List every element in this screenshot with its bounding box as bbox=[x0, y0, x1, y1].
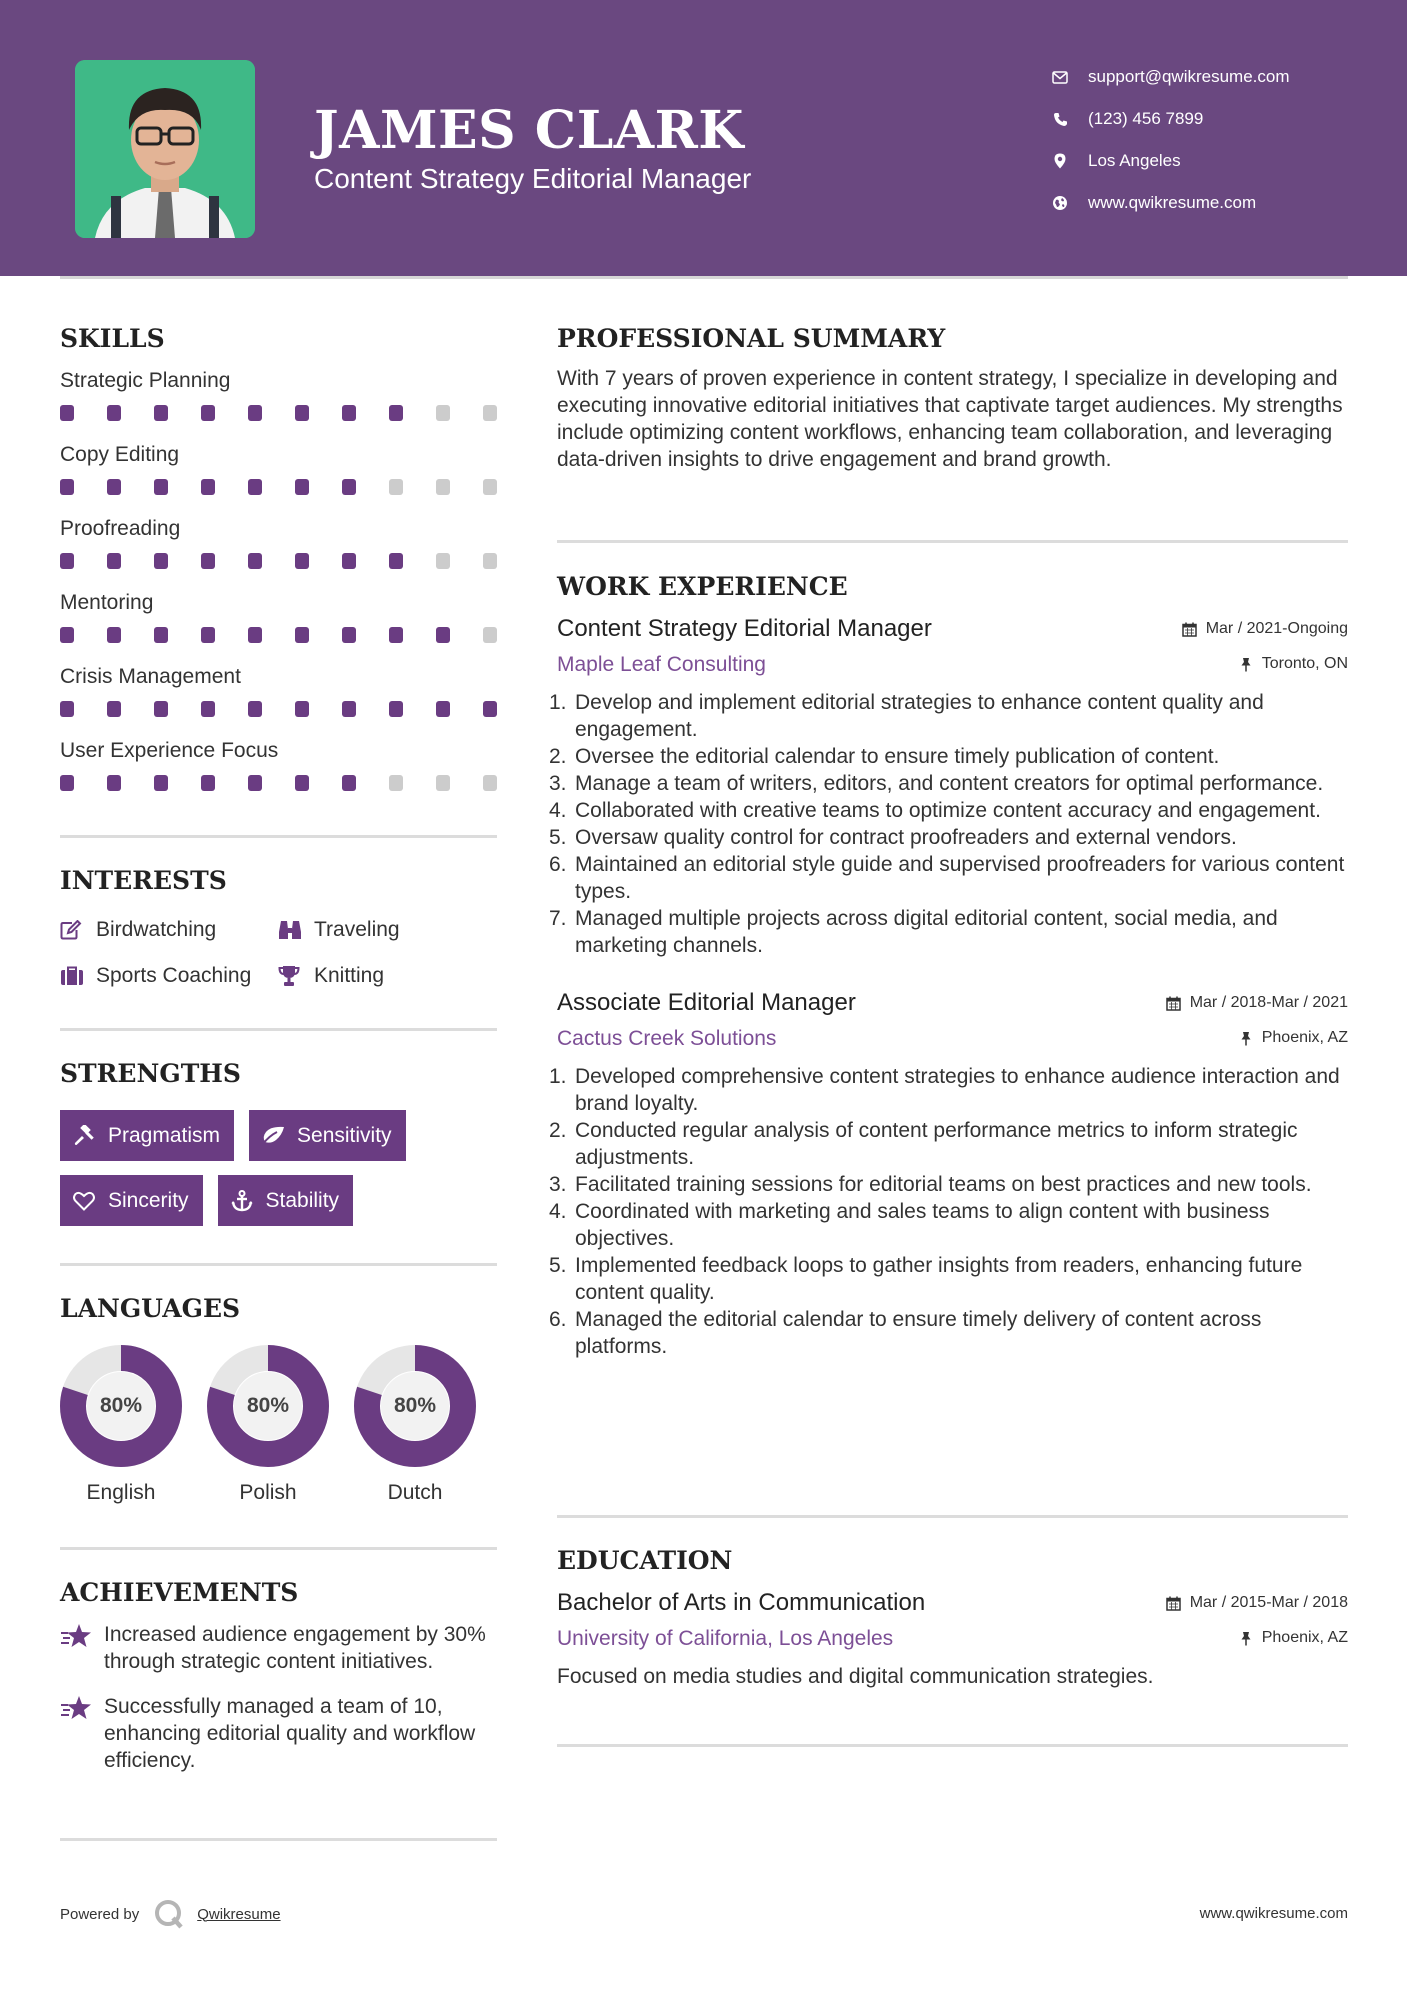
job-bullet: 6. Maintained an editorial style guide and supervised proofreaders for various content types. bbox=[549, 853, 1345, 903]
section-divider bbox=[557, 540, 1348, 543]
skill-dot-filled bbox=[342, 627, 356, 643]
globe-icon bbox=[1050, 193, 1070, 213]
language-progress-ring bbox=[60, 1345, 182, 1467]
skill-level-dots bbox=[60, 401, 497, 441]
skill-dot-empty bbox=[483, 627, 497, 643]
strength-tag bbox=[218, 1175, 354, 1226]
pushpin-icon bbox=[1238, 1030, 1254, 1046]
job-bullet: 2. Conducted regular analysis of content performance metrics to inform strategic adjustments. bbox=[549, 1119, 1298, 1169]
skill-level-dots bbox=[60, 623, 497, 663]
interests-list bbox=[60, 917, 497, 989]
heart-icon bbox=[72, 1189, 96, 1213]
skill-dot-filled bbox=[154, 701, 168, 717]
section-divider bbox=[557, 1515, 1348, 1518]
contact-website[interactable] bbox=[1050, 182, 1290, 224]
pushpin-icon bbox=[1238, 656, 1254, 672]
skill-dot-filled bbox=[389, 627, 403, 643]
education-location bbox=[1238, 1629, 1348, 1647]
skill-name: Strategic Planning bbox=[60, 369, 231, 392]
anchor-icon bbox=[230, 1189, 254, 1213]
job-bullet: 4. Coordinated with marketing and sales teams to align content with business objectives. bbox=[549, 1200, 1270, 1250]
job-bullet: 5. Implemented feedback loops to gather insights from readers, enhancing future content quality. bbox=[549, 1254, 1303, 1304]
achievement-text: Successfully managed a team of 10, enhancing editorial quality and workflow efficiency. bbox=[104, 1695, 476, 1772]
language-item bbox=[207, 1345, 329, 1505]
job-bullet: 5. Oversaw quality control for contract proofreaders and external vendors. bbox=[549, 826, 1237, 849]
job-location bbox=[1238, 655, 1348, 673]
strengths-list bbox=[60, 1110, 480, 1226]
skill-dot-filled bbox=[60, 775, 74, 791]
interest-label: Knitting bbox=[314, 964, 385, 987]
achievement-text: Increased audience engagement by 30% through strategic content initiatives. bbox=[104, 1623, 486, 1673]
skill-dot-filled bbox=[154, 405, 168, 421]
skill-dot-filled bbox=[295, 405, 309, 421]
job-title: Content Strategy Editorial Manager bbox=[557, 615, 932, 642]
star-icon bbox=[60, 1693, 92, 1723]
education-degree: Bachelor of Arts in Communication bbox=[557, 1589, 926, 1616]
skill-dot-filled bbox=[248, 627, 262, 643]
section-divider bbox=[60, 1028, 497, 1031]
skill-name: Mentoring bbox=[60, 591, 154, 614]
job-dates bbox=[1166, 994, 1348, 1012]
skill-dot-filled bbox=[107, 775, 121, 791]
job-bullet: 2. Oversee the editorial calendar to ensure timely publication of content. bbox=[549, 745, 1220, 768]
skill-dot-empty bbox=[483, 775, 497, 791]
header-divider bbox=[60, 276, 1348, 279]
summary-text: With 7 years of proven experience in content strategy, I specialize in developing and executing innovative editorial initiatives that captivate target audiences. My strengths include optimizing content workflows, enhancing team collaboration, and leveraging data-driven insights to drive engagement and brand growth. bbox=[557, 367, 1343, 471]
skill-dot-empty bbox=[483, 479, 497, 495]
contact-phone-text: (123) 456 7899 bbox=[1088, 109, 1204, 128]
pushpin-icon bbox=[1238, 1630, 1254, 1646]
job-bullets bbox=[549, 689, 1348, 959]
languages-heading: LANGUAGES bbox=[60, 1294, 241, 1323]
language-percent: 80% bbox=[99, 1394, 143, 1417]
skill-dot-filled bbox=[60, 479, 74, 495]
skill-dot-filled bbox=[389, 553, 403, 569]
skill-dot-filled bbox=[107, 405, 121, 421]
education-dates bbox=[1166, 1594, 1348, 1612]
skill-dot-filled bbox=[201, 553, 215, 569]
job-bullet: 1. Developed comprehensive content strategies to enhance audience interaction and brand loyalty. bbox=[549, 1065, 1340, 1115]
language-percent: 80% bbox=[246, 1394, 290, 1417]
job-dates bbox=[1182, 620, 1348, 638]
language-name: English bbox=[86, 1481, 156, 1504]
job-location-text: Toronto, ON bbox=[1261, 655, 1348, 672]
calendar-icon bbox=[1166, 1595, 1182, 1611]
briefcase-icon bbox=[60, 964, 84, 988]
skill-dot-filled bbox=[201, 479, 215, 495]
skill-dot-filled bbox=[342, 553, 356, 569]
qwikresume-link[interactable]: Qwikresume bbox=[197, 1905, 281, 1923]
job-bullet: 7. Managed multiple projects across digital editorial content, social media, and marketing channels. bbox=[549, 907, 1278, 957]
strength-label: Stability bbox=[265, 1188, 340, 1212]
strength-tag bbox=[60, 1175, 203, 1226]
skill-dot-empty bbox=[436, 405, 450, 421]
education-description: Focused on media studies and digital communication strategies. bbox=[557, 1665, 1154, 1688]
job-bullet: 6. Managed the editorial calendar to ensure timely delivery of content across platforms. bbox=[549, 1308, 1262, 1358]
languages-section bbox=[60, 1294, 497, 1505]
skill-dot-filled bbox=[107, 627, 121, 643]
trophy-icon bbox=[278, 964, 302, 988]
language-name: Polish bbox=[239, 1481, 297, 1504]
skill-dot-filled bbox=[107, 701, 121, 717]
achievement-item bbox=[60, 1693, 497, 1774]
job-location bbox=[1238, 1029, 1348, 1047]
contact-location-text: Los Angeles bbox=[1088, 151, 1181, 170]
language-progress-ring bbox=[354, 1345, 476, 1467]
strength-label: Sensitivity bbox=[297, 1123, 392, 1147]
strength-label: Pragmatism bbox=[108, 1123, 221, 1147]
contact-email-text: support@qwikresume.com bbox=[1088, 67, 1290, 86]
skill-dot-filled bbox=[248, 701, 262, 717]
education-location-text: Phoenix, AZ bbox=[1261, 1629, 1348, 1646]
job-title: Associate Editorial Manager bbox=[557, 989, 856, 1016]
education-dates-text: Mar / 2015-Mar / 2018 bbox=[1189, 1594, 1348, 1611]
skill-dot-filled bbox=[154, 479, 168, 495]
contact-list bbox=[1050, 56, 1290, 224]
footer-url[interactable]: www.qwikresume.com bbox=[1199, 1905, 1348, 1922]
envelope-icon bbox=[1050, 67, 1070, 87]
contact-website-text: www.qwikresume.com bbox=[1088, 193, 1257, 212]
skill-dot-filled bbox=[248, 479, 262, 495]
candidate-title: Content Strategy Editorial Manager bbox=[314, 163, 752, 194]
skill-name: User Experience Focus bbox=[60, 739, 279, 762]
strengths-section bbox=[60, 1059, 497, 1226]
skill-dot-filled bbox=[342, 701, 356, 717]
skills-heading: SKILLS bbox=[60, 324, 165, 353]
binoculars-icon bbox=[278, 918, 302, 942]
job-bullet: 3. Manage a team of writers, editors, and content creators for optimal performance. bbox=[549, 772, 1324, 795]
profile-photo bbox=[75, 60, 255, 238]
section-divider bbox=[60, 1547, 497, 1550]
job-location-text: Phoenix, AZ bbox=[1261, 1029, 1348, 1046]
skill-dot-filled bbox=[60, 405, 74, 421]
skill-dot-filled bbox=[342, 775, 356, 791]
skill-dot-empty bbox=[483, 553, 497, 569]
skill-dot-filled bbox=[295, 701, 309, 717]
summary-heading: PROFESSIONAL SUMMARY bbox=[557, 324, 946, 353]
section-divider bbox=[60, 835, 497, 838]
candidate-name: JAMES CLARK bbox=[314, 100, 745, 161]
map-pin-icon bbox=[1050, 151, 1070, 171]
contact-phone[interactable] bbox=[1050, 98, 1290, 140]
skill-dot-empty bbox=[436, 553, 450, 569]
skill-dot-filled bbox=[436, 627, 450, 643]
contact-email[interactable] bbox=[1050, 56, 1290, 98]
skill-dot-filled bbox=[154, 553, 168, 569]
interest-label: Sports Coaching bbox=[96, 964, 252, 987]
skills-list bbox=[60, 367, 497, 811]
interest-item bbox=[278, 917, 478, 943]
pencil-square-icon bbox=[60, 918, 84, 942]
strength-label: Sincerity bbox=[108, 1188, 189, 1212]
skill-dot-empty bbox=[483, 405, 497, 421]
skill-dot-filled bbox=[201, 405, 215, 421]
strength-tag bbox=[249, 1110, 406, 1161]
powered-by-text: Powered by bbox=[60, 1905, 140, 1923]
education-heading: EDUCATION bbox=[557, 1546, 733, 1575]
language-item bbox=[354, 1345, 476, 1505]
skill-dot-empty bbox=[389, 479, 403, 495]
skill-level-dots bbox=[60, 697, 497, 737]
gavel-icon bbox=[72, 1124, 96, 1148]
education-entry bbox=[557, 1585, 1348, 1690]
job-bullet: 4. Collaborated with creative teams to optimize content accuracy and engagement. bbox=[549, 799, 1321, 822]
skill-dot-filled bbox=[107, 479, 121, 495]
skill-level-dots bbox=[60, 475, 497, 515]
skill-dot-filled bbox=[154, 627, 168, 643]
skill-dot-filled bbox=[201, 627, 215, 643]
skill-level-dots bbox=[60, 549, 497, 589]
job-entry bbox=[549, 611, 1348, 959]
interest-item bbox=[60, 917, 278, 943]
languages-list bbox=[60, 1345, 497, 1505]
skill-dot-filled bbox=[295, 775, 309, 791]
education-section bbox=[557, 1546, 1348, 1690]
section-divider bbox=[60, 1838, 497, 1841]
skill-dot-filled bbox=[60, 701, 74, 717]
calendar-icon bbox=[1166, 995, 1182, 1011]
calendar-icon bbox=[1182, 621, 1198, 637]
interest-item bbox=[278, 963, 478, 989]
skill-dot-filled bbox=[342, 479, 356, 495]
job-bullet: 3. Facilitated training sessions for editorial teams on best practices and new tools. bbox=[549, 1173, 1312, 1196]
achievements-heading: ACHIEVEMENTS bbox=[60, 1578, 299, 1607]
interest-label: Birdwatching bbox=[96, 918, 217, 941]
skill-dot-filled bbox=[201, 775, 215, 791]
job-bullet: 1. Develop and implement editorial strategies to enhance content quality and engagement. bbox=[549, 691, 1264, 741]
skill-dot-filled bbox=[248, 553, 262, 569]
strengths-heading: STRENGTHS bbox=[60, 1059, 241, 1088]
qwikresume-logo-icon bbox=[153, 1898, 185, 1930]
job-dates-text: Mar / 2021-Ongoing bbox=[1205, 620, 1348, 637]
job-entry bbox=[549, 985, 1348, 1360]
section-divider bbox=[60, 1263, 497, 1266]
experience-section bbox=[549, 572, 1348, 1360]
skill-dot-filled bbox=[389, 405, 403, 421]
skill-name: Copy Editing bbox=[60, 443, 180, 466]
skill-level-dots bbox=[60, 771, 497, 811]
skill-dot-filled bbox=[248, 405, 262, 421]
skill-dot-filled bbox=[60, 553, 74, 569]
skill-dot-filled bbox=[483, 701, 497, 717]
achievements-section bbox=[60, 1578, 497, 1774]
skill-dot-empty bbox=[389, 775, 403, 791]
experience-heading: WORK EXPERIENCE bbox=[557, 572, 848, 601]
resume-header bbox=[0, 0, 1407, 276]
job-company: Cactus Creek Solutions bbox=[557, 1027, 777, 1050]
interests-section bbox=[60, 866, 497, 989]
skill-dot-filled bbox=[107, 553, 121, 569]
skill-dot-filled bbox=[248, 775, 262, 791]
language-item bbox=[60, 1345, 182, 1505]
interest-label: Traveling bbox=[314, 918, 400, 941]
skill-dot-filled bbox=[389, 701, 403, 717]
phone-icon bbox=[1050, 109, 1070, 129]
star-icon bbox=[60, 1621, 92, 1651]
language-progress-ring bbox=[207, 1345, 329, 1467]
summary-section bbox=[557, 324, 1348, 473]
skill-name: Proofreading bbox=[60, 517, 181, 540]
skill-name: Crisis Management bbox=[60, 665, 241, 688]
skill-dot-filled bbox=[295, 627, 309, 643]
education-school: University of California, Los Angeles bbox=[557, 1627, 894, 1650]
language-name: Dutch bbox=[387, 1481, 443, 1504]
skill-dot-filled bbox=[342, 405, 356, 421]
leaf-icon bbox=[261, 1124, 285, 1148]
footer-powered-by bbox=[60, 1898, 281, 1930]
skill-dot-filled bbox=[436, 701, 450, 717]
skill-dot-filled bbox=[295, 553, 309, 569]
interest-item bbox=[60, 963, 278, 989]
job-bullets bbox=[549, 1063, 1348, 1360]
contact-location bbox=[1050, 140, 1290, 182]
language-percent: 80% bbox=[393, 1394, 437, 1417]
skills-section bbox=[60, 324, 497, 811]
achievement-item bbox=[60, 1621, 497, 1675]
job-company: Maple Leaf Consulting bbox=[557, 653, 766, 676]
skill-dot-empty bbox=[436, 775, 450, 791]
skill-dot-filled bbox=[295, 479, 309, 495]
skill-dot-empty bbox=[436, 479, 450, 495]
skill-dot-filled bbox=[60, 627, 74, 643]
section-divider bbox=[557, 1744, 1348, 1747]
job-dates-text: Mar / 2018-Mar / 2021 bbox=[1189, 994, 1348, 1011]
skill-dot-filled bbox=[154, 775, 168, 791]
strength-tag bbox=[60, 1110, 234, 1161]
skill-dot-filled bbox=[201, 701, 215, 717]
interests-heading: INTERESTS bbox=[60, 866, 227, 895]
